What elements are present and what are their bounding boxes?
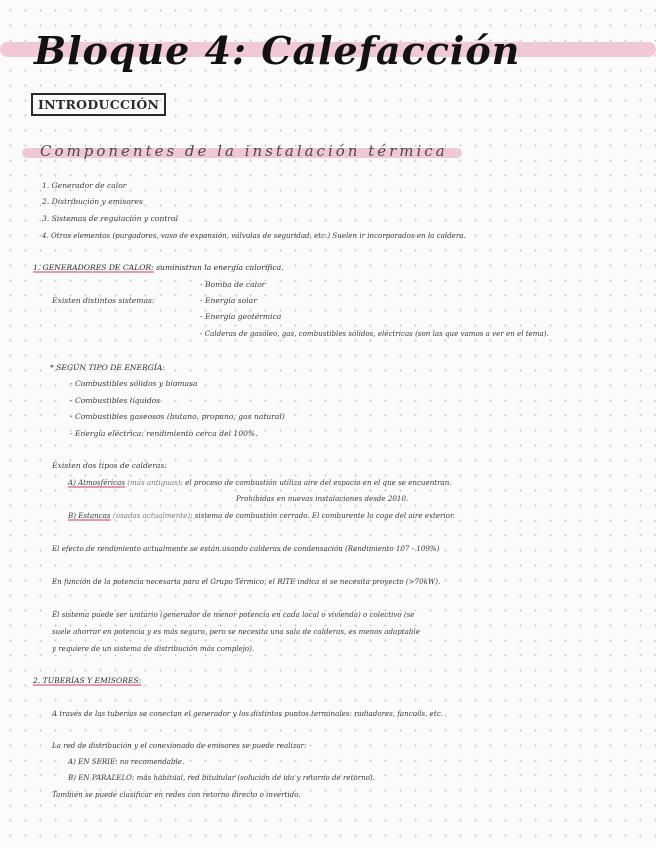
tuberias-heading: 2. TUBERÍAS Y EMISORES: xyxy=(33,676,142,685)
tuberias-text: A través de las tuberías se conectan el generador y los distintos puntos terminales: radiadores, fancoils, etc. xyxy=(52,709,443,718)
caldera-atmosferica xyxy=(68,478,452,487)
paragraph: El efecto de rendimiento actualmente se están usando calderas de condensación (Rendimiento 107 - 109%) xyxy=(52,544,440,553)
list-item: - Calderas de gasóleo, gas, combustibles sólidos, eléctricas (son las que vamos a ver en el tema). xyxy=(200,329,549,338)
list-item: - Energía eléctrica: rendimiento cerca del 100%. xyxy=(70,429,258,438)
list-item: B) EN PARALELO: más habitual, red bitubular (solución de ida y retorno de retorno). xyxy=(68,773,375,782)
paragraph: El sistema puede ser unitario (generador de menor potencia en cada local o vivienda) o colectivo (se xyxy=(52,610,415,619)
tuberias-footer: También se puede clasificar en redes con retorno directo o invertido. xyxy=(52,790,301,799)
list-item: 4. Otros elementos (purgadores, vaso de expansión, válvulas de seguridad, etc.) Suelen ir incorporados en la caldera. xyxy=(42,231,466,240)
generadores-heading: 1. GENERADORES DE CALOR: xyxy=(33,263,154,272)
calderas-lead: Existen dos tipos de calderas: xyxy=(52,461,167,470)
list-item: - Energía geotérmica xyxy=(200,312,282,321)
caldera-a-note: (más antiguas) xyxy=(127,478,181,487)
list-item: 3. Sistemas de regulación y control xyxy=(42,214,179,223)
generadores-intro: suministran la energía calorífica. xyxy=(156,263,284,272)
caldera-estanca xyxy=(68,511,455,520)
list-item: - Combustibles sólidos y biomasa xyxy=(70,379,198,388)
caldera-a-label: A) Atmosféricas xyxy=(68,478,125,487)
generadores-lead: Existen distintos sistemas: xyxy=(52,296,155,305)
section-label: INTRODUCCIÓN xyxy=(31,93,166,116)
tuberias-lead: La red de distribución y el conexionado de emisores se puede realizar: xyxy=(52,741,307,750)
paragraph: suele ahorrar en potencia y es más seguro, pero se necesita una sala de calderas, es menos adaptable xyxy=(52,627,420,636)
section-subtitle: Componentes de la instalación térmica xyxy=(40,142,448,160)
caldera-a-text: : el proceso de combustión utiliza aire del espacio en el que se encuentran. xyxy=(180,478,452,487)
caldera-b-label: B) Estancas xyxy=(68,511,111,520)
paragraph: y requiere de un sistema de distribución más complejo). xyxy=(52,644,255,653)
list-item: - Combustibles líquidos xyxy=(70,396,161,405)
tipo-energia-heading: * SEGÚN TIPO DE ENERGÍA: xyxy=(50,363,165,372)
list-item: - Energía solar xyxy=(200,296,257,305)
caldera-b-text: : sistema de combustión cerrado. El comburente lo coge del aire exterior. xyxy=(190,511,455,520)
caldera-b-note: (usadas actualmente) xyxy=(112,511,191,520)
list-item: 1. Generador de calor xyxy=(42,181,127,190)
list-item: - Bomba de calor xyxy=(200,280,266,289)
list-item: A) EN SERIE: no recomendable. xyxy=(68,757,185,766)
list-item: 2. Distribución y emisores xyxy=(42,197,143,206)
paragraph: En función de la potencia necesaria para el Grupo Térmico, el RITE indica si se necesita proyecto (>70kW). xyxy=(52,577,441,586)
caldera-a-text2: Prohibidas en nuevas instalaciones desde 2010. xyxy=(236,494,409,503)
list-item: - Combustibles gaseosos (butano, propano, gas natural) xyxy=(70,412,285,421)
page-title: Bloque 4: Calefacción xyxy=(34,28,521,73)
